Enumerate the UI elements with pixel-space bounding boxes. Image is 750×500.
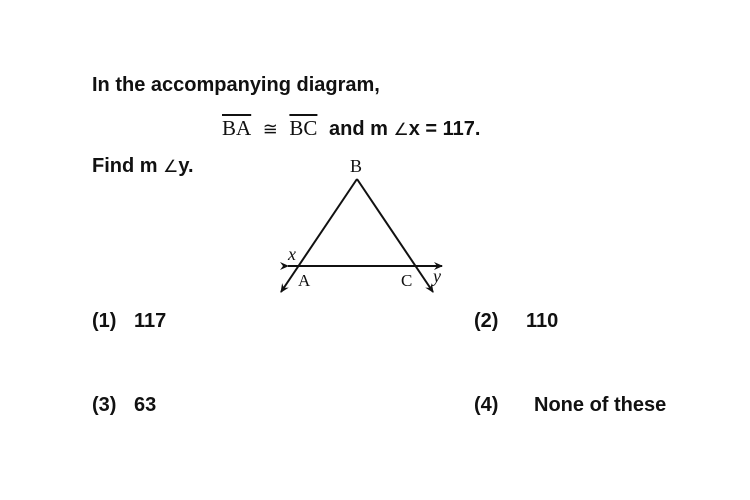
angle-symbol-y: ∠ <box>163 157 179 177</box>
option-2-number: (2) <box>474 310 499 332</box>
congruent-symbol: ≅ <box>262 119 278 139</box>
condition-text: and m <box>328 118 388 140</box>
angle-symbol-x: ∠ <box>393 120 409 140</box>
option-3[interactable] <box>92 394 156 417</box>
vertex-a-label: A <box>298 271 311 290</box>
vertex-b-label: B <box>350 156 363 176</box>
find-prefix: Find m <box>92 155 158 177</box>
segment-ba: $\overline{BA}$ <box>222 116 252 140</box>
option-3-text: 63 <box>134 394 157 416</box>
question-find <box>92 155 194 178</box>
side-ba <box>281 179 357 292</box>
angle-x-label: x <box>288 244 296 264</box>
option-2[interactable] <box>474 310 558 333</box>
side-bc <box>357 179 433 292</box>
option-4-number: (4) <box>474 394 499 416</box>
option-1-number: (1) <box>92 310 117 332</box>
find-value: y. <box>178 155 194 177</box>
triangle-diagram <box>260 150 460 300</box>
vertex-c-label: C <box>401 271 413 290</box>
question-condition <box>222 116 480 141</box>
option-4[interactable] <box>474 394 666 417</box>
question-intro: In the accompanying diagram, <box>92 74 380 96</box>
segment-bc: $\overline{BC}$ <box>289 116 318 140</box>
option-3-number: (3) <box>92 394 117 416</box>
option-4-text: None of these <box>534 394 667 416</box>
condition-value: x = 117. <box>408 118 481 140</box>
option-1-text: 117 <box>134 310 167 332</box>
angle-y-label: y <box>433 266 441 286</box>
option-1[interactable] <box>92 310 166 333</box>
option-2-text: 110 <box>526 310 559 332</box>
